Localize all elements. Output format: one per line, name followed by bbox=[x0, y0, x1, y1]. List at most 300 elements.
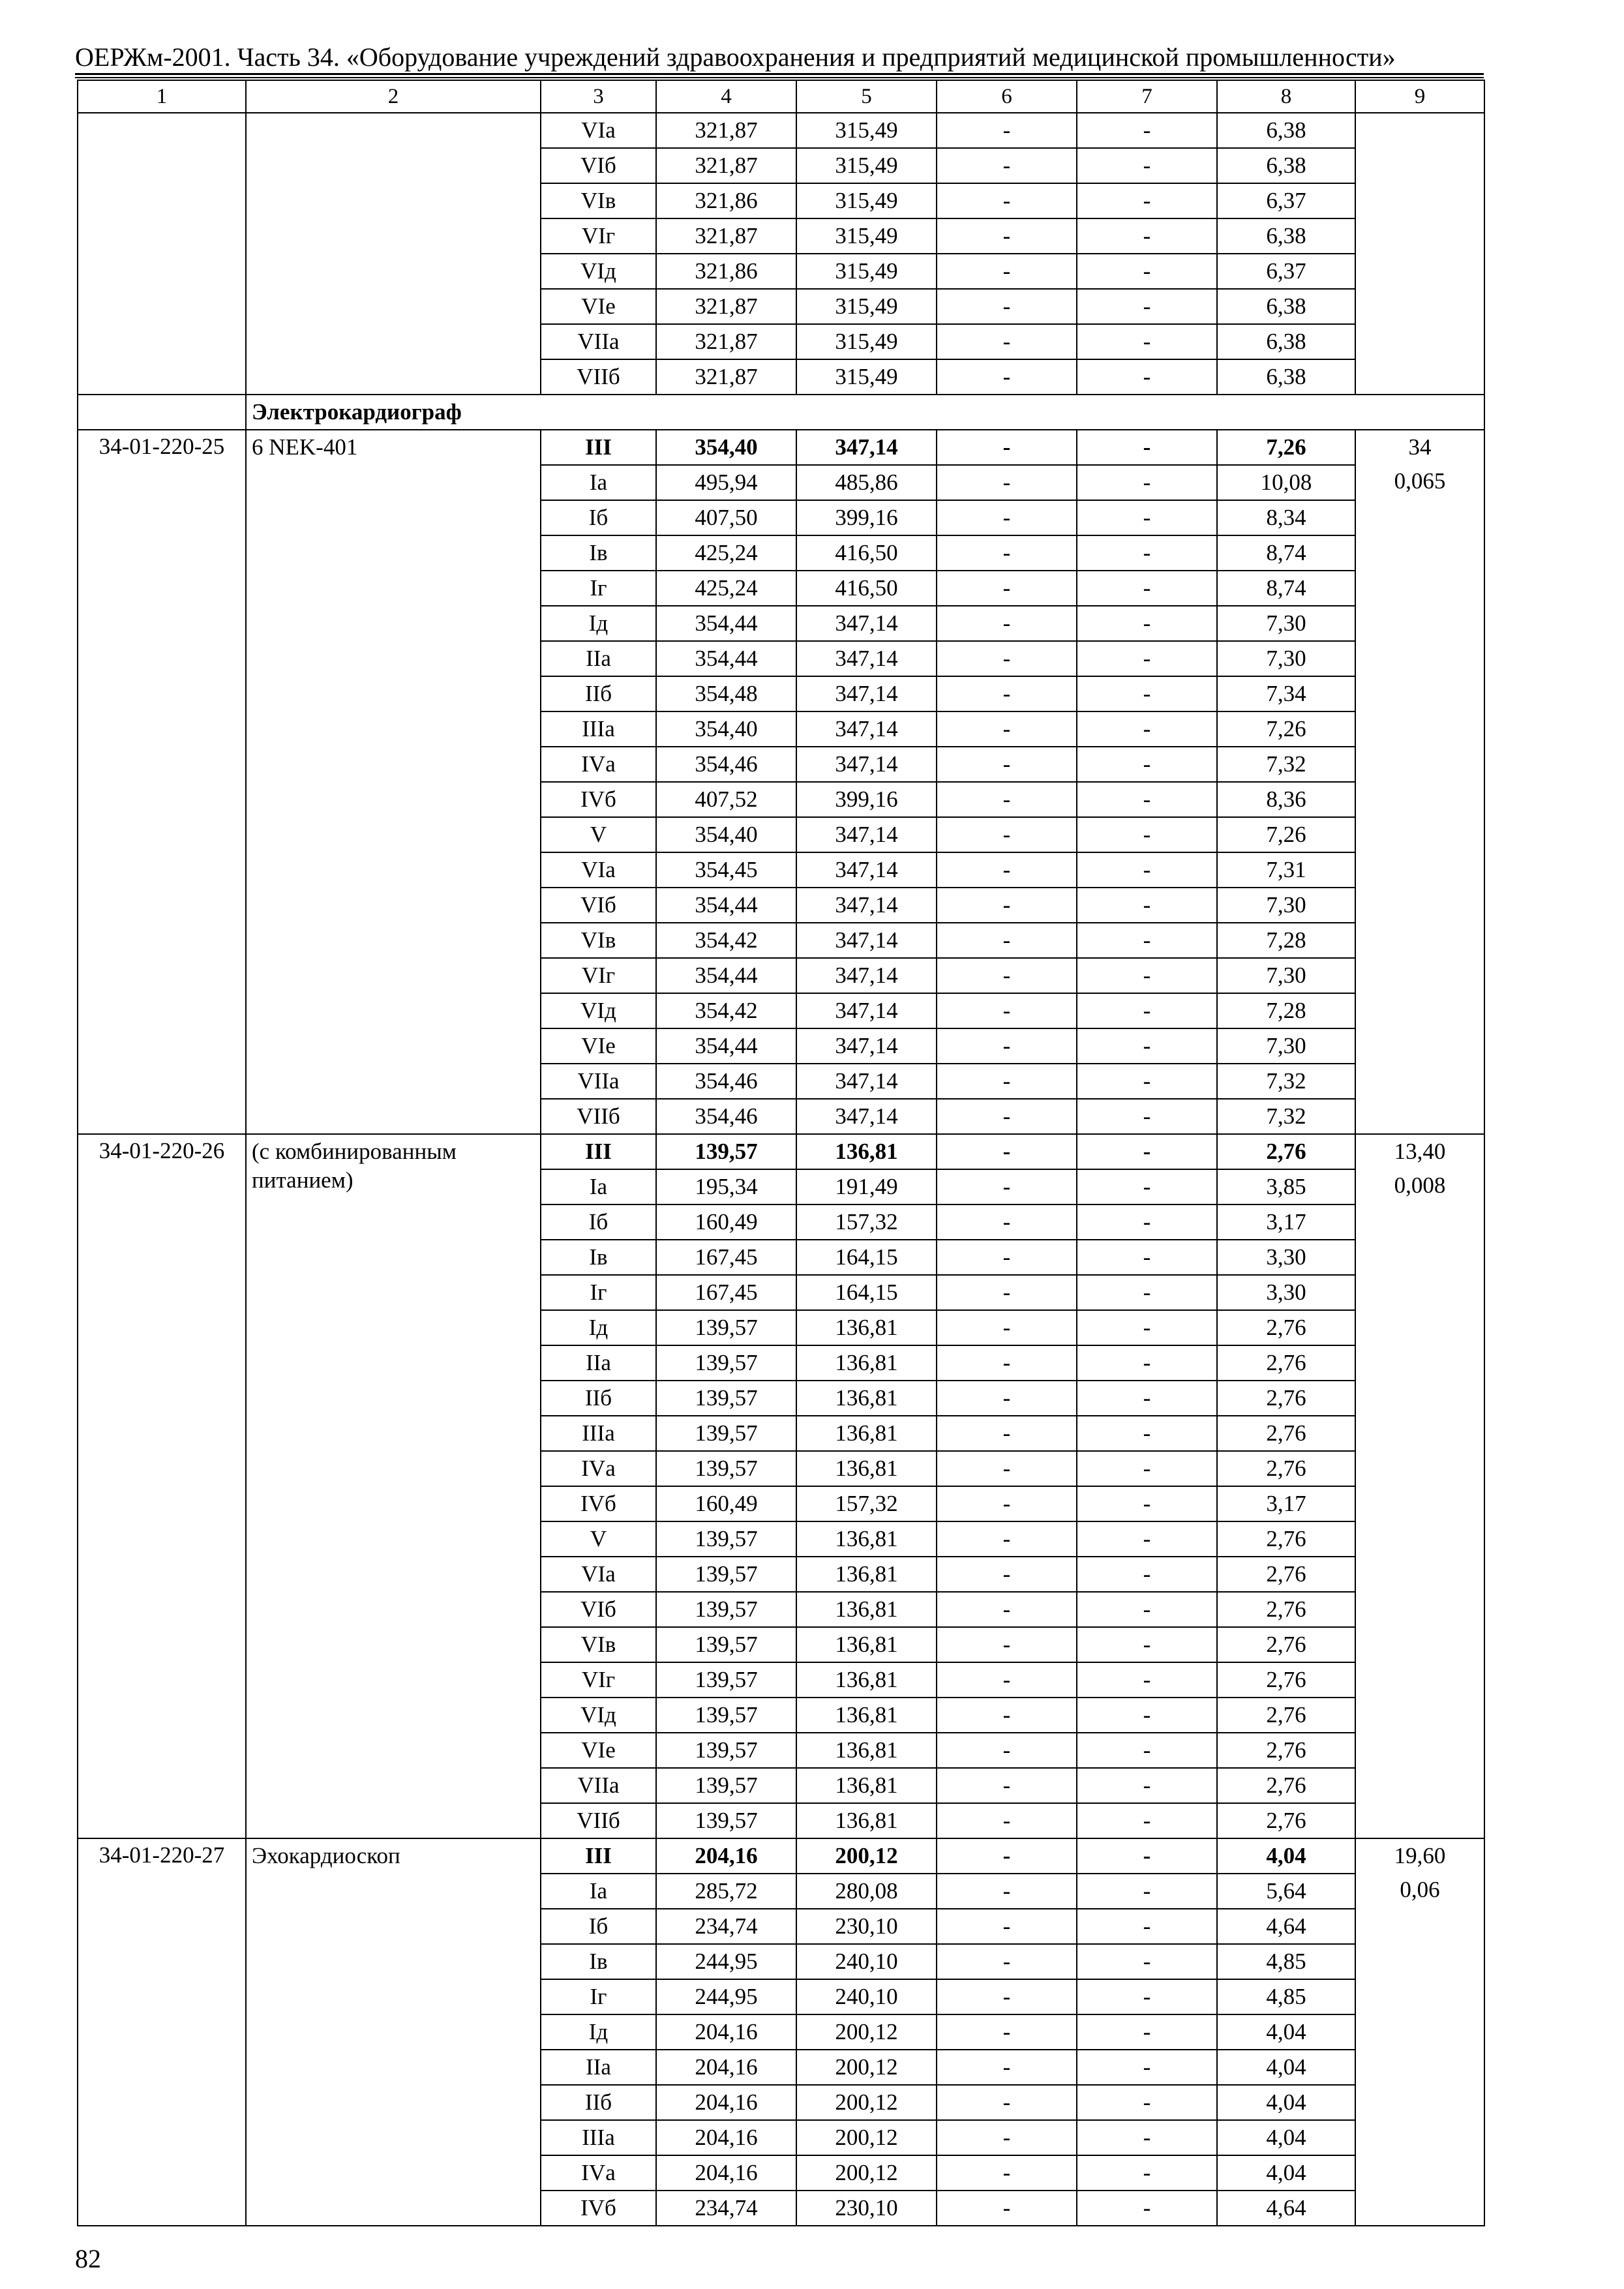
cell-col6: - bbox=[937, 606, 1077, 641]
cell-col4: 354,42 bbox=[656, 993, 796, 1028]
cell-col5: 347,14 bbox=[796, 747, 937, 782]
cell-col6: - bbox=[937, 1698, 1077, 1733]
cell-col8: 2,76 bbox=[1217, 1627, 1355, 1662]
cell-col6: - bbox=[937, 289, 1077, 324]
cell-col8: 10,08 bbox=[1217, 465, 1355, 500]
cell-col5: 200,12 bbox=[796, 1838, 937, 1874]
cell-col5: 399,16 bbox=[796, 782, 937, 817]
cell-col6: - bbox=[937, 500, 1077, 535]
cell-name bbox=[246, 113, 541, 395]
cell-col7: - bbox=[1077, 1838, 1217, 1874]
col9-value: 0,065 bbox=[1394, 468, 1446, 494]
cell-col8: 4,04 bbox=[1217, 2085, 1355, 2120]
column-header: 7 bbox=[1077, 80, 1217, 113]
cell-col5: 136,81 bbox=[796, 1310, 937, 1345]
cell-col4: 139,57 bbox=[656, 1592, 796, 1627]
col9-value: 19,60 bbox=[1394, 1843, 1446, 1868]
cell-col9 bbox=[1355, 1838, 1484, 2226]
cell-col6: - bbox=[937, 1979, 1077, 2014]
cell-row-index: VIе bbox=[541, 289, 656, 324]
cell-col8: 6,38 bbox=[1217, 289, 1355, 324]
cell-col8: 4,85 bbox=[1217, 1944, 1355, 1979]
cell-col6: - bbox=[937, 1557, 1077, 1592]
cell-col6: - bbox=[937, 1345, 1077, 1381]
cell-col7: - bbox=[1077, 1099, 1217, 1134]
cell-col5: 191,49 bbox=[796, 1169, 937, 1204]
cell-name: Эхокардиоскоп bbox=[246, 1838, 541, 2226]
cell-row-index: III bbox=[541, 1134, 656, 1169]
cell-col4: 195,34 bbox=[656, 1169, 796, 1204]
cell-col4: 354,46 bbox=[656, 1099, 796, 1134]
cell-col7: - bbox=[1077, 1345, 1217, 1381]
cell-col4: 354,45 bbox=[656, 852, 796, 888]
cell-col4: 139,57 bbox=[656, 1662, 796, 1698]
cell-col4: 321,87 bbox=[656, 218, 796, 254]
cell-row-index: VIг bbox=[541, 1662, 656, 1698]
table-row bbox=[78, 1134, 1484, 1169]
cell-col6: - bbox=[937, 1486, 1077, 1521]
cell-col6: - bbox=[937, 1134, 1077, 1169]
section-title: Электрокардиограф bbox=[246, 395, 1484, 430]
col9-value: 0,06 bbox=[1400, 1877, 1440, 1902]
cell-col6: - bbox=[937, 1874, 1077, 1909]
cell-col7: - bbox=[1077, 113, 1217, 148]
cell-col7: - bbox=[1077, 1204, 1217, 1240]
cell-col8: 2,76 bbox=[1217, 1381, 1355, 1416]
cell-col5: 347,14 bbox=[796, 676, 937, 711]
cell-col5: 157,32 bbox=[796, 1204, 937, 1240]
cell-col6: - bbox=[937, 254, 1077, 289]
cell-col6: - bbox=[937, 218, 1077, 254]
cell-col4: 354,46 bbox=[656, 1064, 796, 1099]
cell-code: 34-01-220-26 bbox=[78, 1134, 246, 1838]
cell-col4: 354,44 bbox=[656, 1028, 796, 1064]
cell-col5: 200,12 bbox=[796, 2120, 937, 2155]
cell-col4: 321,87 bbox=[656, 324, 796, 359]
cell-col6: - bbox=[937, 817, 1077, 852]
cell-col8: 2,76 bbox=[1217, 1768, 1355, 1803]
cell-row-index: III bbox=[541, 430, 656, 465]
cell-col5: 200,12 bbox=[796, 2050, 937, 2085]
cell-name: (с комбинированным питанием) bbox=[246, 1134, 541, 1838]
cell-col8: 3,85 bbox=[1217, 1169, 1355, 1204]
cell-row-index: IIIа bbox=[541, 711, 656, 747]
cell-col4: 139,57 bbox=[656, 1733, 796, 1768]
cell-row-index: VIIб bbox=[541, 359, 656, 395]
cell-col8: 8,36 bbox=[1217, 782, 1355, 817]
cell-col5: 136,81 bbox=[796, 1416, 937, 1451]
cell-col8: 7,30 bbox=[1217, 958, 1355, 993]
cell-row-index: VIб bbox=[541, 888, 656, 923]
cell-row-index: Iв bbox=[541, 1944, 656, 1979]
cell-row-index: VIг bbox=[541, 958, 656, 993]
cell-col5: 136,81 bbox=[796, 1521, 937, 1557]
cell-col8: 8,34 bbox=[1217, 500, 1355, 535]
cell-col6: - bbox=[937, 1275, 1077, 1310]
cell-col5: 347,14 bbox=[796, 923, 937, 958]
cell-col7: - bbox=[1077, 1768, 1217, 1803]
cell-col6: - bbox=[937, 1310, 1077, 1345]
cell-row-index: Iв bbox=[541, 1240, 656, 1275]
column-header-row bbox=[78, 80, 1484, 113]
cell-col5: 136,81 bbox=[796, 1557, 937, 1592]
cell-col4: 204,16 bbox=[656, 2050, 796, 2085]
cell-col5: 240,10 bbox=[796, 1944, 937, 1979]
cell-col7: - bbox=[1077, 1627, 1217, 1662]
col9-value: 34 bbox=[1408, 434, 1432, 460]
cell-col6: - bbox=[937, 2191, 1077, 2226]
column-header: 5 bbox=[796, 80, 937, 113]
cell-col7: - bbox=[1077, 817, 1217, 852]
cell-col7: - bbox=[1077, 2191, 1217, 2226]
cell-col8: 6,38 bbox=[1217, 359, 1355, 395]
cell-col6: - bbox=[937, 183, 1077, 218]
cell-col7: - bbox=[1077, 782, 1217, 817]
page-header: ОЕРЖм-2001. Часть 34. «Оборудование учреждений здравоохранения и предприятий медицинской промышленности» bbox=[75, 42, 1396, 72]
cell-col8: 6,38 bbox=[1217, 324, 1355, 359]
cell-col4: 139,57 bbox=[656, 1345, 796, 1381]
cell-col8: 7,31 bbox=[1217, 852, 1355, 888]
cell-col5: 136,81 bbox=[796, 1733, 937, 1768]
cell-col6: - bbox=[937, 888, 1077, 923]
cell-col5: 136,81 bbox=[796, 1662, 937, 1698]
cell-col6: - bbox=[937, 1592, 1077, 1627]
cell-col4: 321,87 bbox=[656, 359, 796, 395]
cell-col9 bbox=[1355, 430, 1484, 1134]
cell-col8: 4,64 bbox=[1217, 2191, 1355, 2226]
cell-col8: 4,04 bbox=[1217, 2050, 1355, 2085]
cell-row-index: IVа bbox=[541, 1451, 656, 1486]
cell-col9 bbox=[1355, 113, 1484, 395]
cell-col6: - bbox=[937, 1416, 1077, 1451]
cell-col4: 204,16 bbox=[656, 2155, 796, 2191]
cell-col7: - bbox=[1077, 1662, 1217, 1698]
cell-col7: - bbox=[1077, 1557, 1217, 1592]
cell-col4: 354,40 bbox=[656, 430, 796, 465]
cell-col5: 136,81 bbox=[796, 1134, 937, 1169]
cell-col7: - bbox=[1077, 888, 1217, 923]
cell-col7: - bbox=[1077, 1451, 1217, 1486]
cell-col7: - bbox=[1077, 1275, 1217, 1310]
cell-col5: 230,10 bbox=[796, 2191, 937, 2226]
cell-col7: - bbox=[1077, 1592, 1217, 1627]
section-row bbox=[78, 395, 1484, 430]
cell-row-index: IIа bbox=[541, 1345, 656, 1381]
cell-row-index: VIб bbox=[541, 1592, 656, 1627]
cell-row-index: V bbox=[541, 817, 656, 852]
cell-col7: - bbox=[1077, 993, 1217, 1028]
cell-col8: 4,04 bbox=[1217, 2155, 1355, 2191]
cell-col8: 2,76 bbox=[1217, 1134, 1355, 1169]
cell-col4: 354,44 bbox=[656, 958, 796, 993]
cell-col6: - bbox=[937, 2014, 1077, 2050]
cell-col7: - bbox=[1077, 1909, 1217, 1944]
cell-col8: 7,30 bbox=[1217, 641, 1355, 676]
cell-row-index: IIIа bbox=[541, 2120, 656, 2155]
cell-col6: - bbox=[937, 1028, 1077, 1064]
cell-col5: 230,10 bbox=[796, 1909, 937, 1944]
cell-col5: 347,14 bbox=[796, 852, 937, 888]
cell-col5: 136,81 bbox=[796, 1768, 937, 1803]
cell-col8: 4,64 bbox=[1217, 1909, 1355, 1944]
table-row bbox=[78, 1838, 1484, 1874]
cell-col6: - bbox=[937, 747, 1077, 782]
cell-col5: 347,14 bbox=[796, 993, 937, 1028]
cell-col7: - bbox=[1077, 1944, 1217, 1979]
cell-col8: 4,04 bbox=[1217, 2014, 1355, 2050]
cell-row-index: IIа bbox=[541, 641, 656, 676]
cell-row-index: Iа bbox=[541, 1874, 656, 1909]
cell-col8: 7,30 bbox=[1217, 606, 1355, 641]
cell-col4: 160,49 bbox=[656, 1486, 796, 1521]
cell-col8: 7,28 bbox=[1217, 923, 1355, 958]
cell-row-index: VIIб bbox=[541, 1803, 656, 1838]
cell-row-index: IVа bbox=[541, 2155, 656, 2191]
cell-row-index: Iд bbox=[541, 1310, 656, 1345]
cell-col7: - bbox=[1077, 606, 1217, 641]
cell-col7: - bbox=[1077, 1874, 1217, 1909]
cell-row-index: VIIа bbox=[541, 1064, 656, 1099]
cell-col4: 204,16 bbox=[656, 2014, 796, 2050]
cell-col6: - bbox=[937, 923, 1077, 958]
rates-table bbox=[77, 80, 1485, 2226]
cell-col4: 204,16 bbox=[656, 2085, 796, 2120]
cell-col4: 354,40 bbox=[656, 711, 796, 747]
cell-col6: - bbox=[937, 2085, 1077, 2120]
cell-col7: - bbox=[1077, 359, 1217, 395]
cell-col8: 7,28 bbox=[1217, 993, 1355, 1028]
cell-col5: 485,86 bbox=[796, 465, 937, 500]
cell-col5: 347,14 bbox=[796, 1028, 937, 1064]
cell-row-index: Iд bbox=[541, 2014, 656, 2050]
cell-col8: 2,76 bbox=[1217, 1310, 1355, 1345]
section-code-empty bbox=[78, 395, 246, 430]
cell-col7: - bbox=[1077, 183, 1217, 218]
cell-col8: 6,38 bbox=[1217, 218, 1355, 254]
cell-col8: 4,04 bbox=[1217, 2120, 1355, 2155]
cell-row-index: Iб bbox=[541, 1204, 656, 1240]
cell-col7: - bbox=[1077, 535, 1217, 571]
cell-col4: 354,44 bbox=[656, 888, 796, 923]
col9-value: 13,40 bbox=[1394, 1139, 1446, 1164]
cell-col5: 136,81 bbox=[796, 1698, 937, 1733]
cell-col6: - bbox=[937, 324, 1077, 359]
cell-row-index: IIб bbox=[541, 2085, 656, 2120]
cell-col6: - bbox=[937, 1099, 1077, 1134]
cell-col6: - bbox=[937, 1733, 1077, 1768]
cell-col5: 315,49 bbox=[796, 218, 937, 254]
cell-row-index: III bbox=[541, 1838, 656, 1874]
cell-col4: 139,57 bbox=[656, 1381, 796, 1416]
cell-col7: - bbox=[1077, 2085, 1217, 2120]
cell-col7: - bbox=[1077, 218, 1217, 254]
cell-col4: 139,57 bbox=[656, 1521, 796, 1557]
cell-row-index: Iг bbox=[541, 1979, 656, 2014]
cell-col5: 200,12 bbox=[796, 2014, 937, 2050]
cell-col4: 321,86 bbox=[656, 183, 796, 218]
cell-col7: - bbox=[1077, 1803, 1217, 1838]
cell-col6: - bbox=[937, 1803, 1077, 1838]
cell-col8: 7,32 bbox=[1217, 1064, 1355, 1099]
cell-col6: - bbox=[937, 993, 1077, 1028]
cell-col6: - bbox=[937, 711, 1077, 747]
cell-col7: - bbox=[1077, 1134, 1217, 1169]
cell-col7: - bbox=[1077, 1240, 1217, 1275]
cell-col5: 240,10 bbox=[796, 1979, 937, 2014]
cell-col7: - bbox=[1077, 1521, 1217, 1557]
cell-col4: 244,95 bbox=[656, 1979, 796, 2014]
cell-col5: 136,81 bbox=[796, 1345, 937, 1381]
cell-col5: 347,14 bbox=[796, 711, 937, 747]
cell-col4: 234,74 bbox=[656, 2191, 796, 2226]
cell-col7: - bbox=[1077, 1979, 1217, 2014]
cell-col8: 3,30 bbox=[1217, 1240, 1355, 1275]
cell-col5: 416,50 bbox=[796, 535, 937, 571]
table-row bbox=[78, 430, 1484, 465]
cell-col7: - bbox=[1077, 148, 1217, 183]
cell-col7: - bbox=[1077, 923, 1217, 958]
cell-col7: - bbox=[1077, 852, 1217, 888]
cell-col8: 7,30 bbox=[1217, 1028, 1355, 1064]
cell-row-index: VIв bbox=[541, 923, 656, 958]
cell-col6: - bbox=[937, 1838, 1077, 1874]
cell-col9 bbox=[1355, 1134, 1484, 1838]
cell-col5: 399,16 bbox=[796, 500, 937, 535]
cell-col7: - bbox=[1077, 1486, 1217, 1521]
cell-col7: - bbox=[1077, 747, 1217, 782]
cell-col5: 347,14 bbox=[796, 430, 937, 465]
cell-col5: 315,49 bbox=[796, 359, 937, 395]
cell-col5: 315,49 bbox=[796, 113, 937, 148]
cell-col4: 407,50 bbox=[656, 500, 796, 535]
cell-col4: 354,44 bbox=[656, 606, 796, 641]
cell-col5: 164,15 bbox=[796, 1240, 937, 1275]
cell-col4: 204,16 bbox=[656, 2120, 796, 2155]
cell-col5: 347,14 bbox=[796, 606, 937, 641]
cell-row-index: VIб bbox=[541, 148, 656, 183]
cell-col4: 321,87 bbox=[656, 289, 796, 324]
cell-col7: - bbox=[1077, 2050, 1217, 2085]
cell-col7: - bbox=[1077, 1028, 1217, 1064]
cell-col8: 2,76 bbox=[1217, 1557, 1355, 1592]
cell-col4: 160,49 bbox=[656, 1204, 796, 1240]
cell-col4: 234,74 bbox=[656, 1909, 796, 1944]
cell-col8: 8,74 bbox=[1217, 571, 1355, 606]
cell-col8: 5,64 bbox=[1217, 1874, 1355, 1909]
cell-col5: 280,08 bbox=[796, 1874, 937, 1909]
cell-row-index: Iв bbox=[541, 535, 656, 571]
cell-col6: - bbox=[937, 1662, 1077, 1698]
page-number: 82 bbox=[75, 2244, 101, 2273]
cell-col6: - bbox=[937, 2120, 1077, 2155]
cell-col7: - bbox=[1077, 324, 1217, 359]
cell-col8: 2,76 bbox=[1217, 1451, 1355, 1486]
cell-row-index: VIIб bbox=[541, 1099, 656, 1134]
cell-col4: 407,52 bbox=[656, 782, 796, 817]
cell-col5: 315,49 bbox=[796, 289, 937, 324]
cell-col8: 2,76 bbox=[1217, 1521, 1355, 1557]
cell-col5: 136,81 bbox=[796, 1381, 937, 1416]
cell-row-index: Iд bbox=[541, 606, 656, 641]
cell-col5: 136,81 bbox=[796, 1627, 937, 1662]
cell-col8: 7,32 bbox=[1217, 747, 1355, 782]
cell-col5: 347,14 bbox=[796, 958, 937, 993]
cell-col4: 139,57 bbox=[656, 1698, 796, 1733]
cell-row-index: IVб bbox=[541, 2191, 656, 2226]
cell-row-index: VIв bbox=[541, 183, 656, 218]
cell-col6: - bbox=[937, 113, 1077, 148]
cell-col8: 8,74 bbox=[1217, 535, 1355, 571]
cell-col7: - bbox=[1077, 500, 1217, 535]
cell-col4: 425,24 bbox=[656, 571, 796, 606]
cell-row-index: VIд bbox=[541, 993, 656, 1028]
cell-col8: 6,38 bbox=[1217, 148, 1355, 183]
cell-col8: 7,34 bbox=[1217, 676, 1355, 711]
cell-col4: 139,57 bbox=[656, 1310, 796, 1345]
cell-col4: 139,57 bbox=[656, 1627, 796, 1662]
cell-col7: - bbox=[1077, 1310, 1217, 1345]
cell-col5: 315,49 bbox=[796, 183, 937, 218]
cell-col4: 167,45 bbox=[656, 1275, 796, 1310]
cell-col6: - bbox=[937, 571, 1077, 606]
cell-col8: 3,17 bbox=[1217, 1204, 1355, 1240]
cell-col6: - bbox=[937, 641, 1077, 676]
column-header: 3 bbox=[541, 80, 656, 113]
cell-col7: - bbox=[1077, 1169, 1217, 1204]
cell-col4: 354,44 bbox=[656, 641, 796, 676]
cell-col8: 7,32 bbox=[1217, 1099, 1355, 1134]
cell-col5: 315,49 bbox=[796, 148, 937, 183]
cell-col5: 136,81 bbox=[796, 1451, 937, 1486]
header-rule-secondary bbox=[75, 77, 1484, 78]
cell-col7: - bbox=[1077, 571, 1217, 606]
cell-col5: 347,14 bbox=[796, 1099, 937, 1134]
cell-col4: 244,95 bbox=[656, 1944, 796, 1979]
cell-col6: - bbox=[937, 2155, 1077, 2191]
cell-col6: - bbox=[937, 1627, 1077, 1662]
cell-row-index: IVб bbox=[541, 1486, 656, 1521]
cell-col5: 347,14 bbox=[796, 888, 937, 923]
cell-col6: - bbox=[937, 430, 1077, 465]
cell-col5: 157,32 bbox=[796, 1486, 937, 1521]
cell-col8: 6,38 bbox=[1217, 113, 1355, 148]
cell-row-index: Iг bbox=[541, 1275, 656, 1310]
cell-col8: 2,76 bbox=[1217, 1733, 1355, 1768]
cell-row-index: Iг bbox=[541, 571, 656, 606]
cell-col4: 139,57 bbox=[656, 1768, 796, 1803]
cell-col6: - bbox=[937, 958, 1077, 993]
col9-value: 0,008 bbox=[1394, 1173, 1446, 1198]
cell-col4: 167,45 bbox=[656, 1240, 796, 1275]
cell-col7: - bbox=[1077, 711, 1217, 747]
cell-col5: 164,15 bbox=[796, 1275, 937, 1310]
cell-row-index: VIг bbox=[541, 218, 656, 254]
cell-col7: - bbox=[1077, 1416, 1217, 1451]
cell-row-index: IIб bbox=[541, 676, 656, 711]
cell-row-index: VIд bbox=[541, 254, 656, 289]
cell-col6: - bbox=[937, 676, 1077, 711]
column-header: 1 bbox=[78, 80, 246, 113]
cell-col8: 3,30 bbox=[1217, 1275, 1355, 1310]
cell-row-index: Iа bbox=[541, 465, 656, 500]
cell-col6: - bbox=[937, 1064, 1077, 1099]
cell-row-index: VIа bbox=[541, 113, 656, 148]
cell-col7: - bbox=[1077, 1698, 1217, 1733]
cell-col8: 2,76 bbox=[1217, 1345, 1355, 1381]
cell-col4: 204,16 bbox=[656, 1838, 796, 1874]
cell-col7: - bbox=[1077, 430, 1217, 465]
cell-col7: - bbox=[1077, 2014, 1217, 2050]
